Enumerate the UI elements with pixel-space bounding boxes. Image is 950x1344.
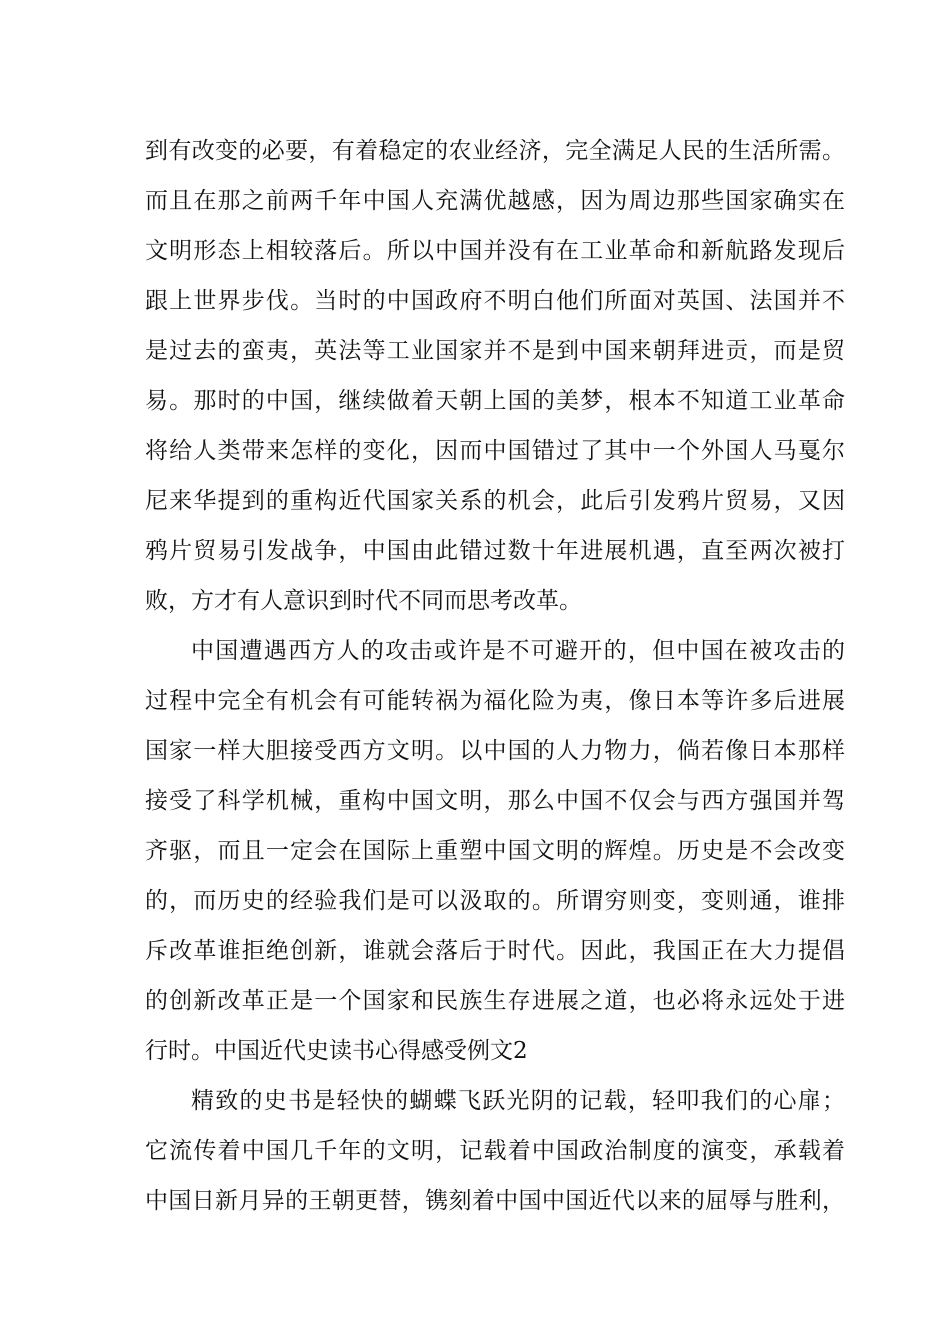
text-line: 的，而历史的经验我们是可以汲取的。所谓穷则变，变则通，谁排 xyxy=(145,888,845,914)
text-line: 它流传着中国几千年的文明，记载着中国政治制度的演变，承载着 xyxy=(145,1138,845,1164)
text-line: 而且在那之前两千年中国人充满优越感，因为周边那些国家确实在 xyxy=(145,188,845,214)
text-line: 斥改革谁拒绝创新，谁就会落后于时代。因此，我国正在大力提倡 xyxy=(145,938,845,964)
paragraph-first-line: 中国遭遇西方人的攻击或许是不可避开的，但中国在被攻击的 xyxy=(191,638,845,664)
text-line: 易。那时的中国，继续做着天朝上国的美梦，根本不知道工业革命 xyxy=(145,388,845,414)
paragraph-first-line: 精致的史书是轻快的蝴蝶飞跃光阴的记载，轻叩我们的心扉； xyxy=(191,1088,845,1114)
text-line: 齐驱，而且一定会在国际上重塑中国文明的辉煌。历史是不会改变 xyxy=(145,838,845,864)
text-line: 将给人类带来怎样的变化，因而中国错过了其中一个外国人马戛尔 xyxy=(145,438,845,464)
text-line: 的创新改革正是一个国家和民族生存进展之道，也必将永远处于进 xyxy=(145,988,845,1014)
body-text xyxy=(145,126,845,1226)
text-line: 到有改变的必要，有着稳定的农业经济，完全满足人民的生活所需。 xyxy=(145,138,845,164)
text-line: 行时。中国近代史读书心得感受例文2 xyxy=(145,1038,528,1064)
text-line: 接受了科学机械，重构中国文明，那么中国不仅会与西方强国并驾 xyxy=(145,788,845,814)
text-line: 尼来华提到的重构近代国家关系的机会，此后引发鸦片贸易，又因 xyxy=(145,488,845,514)
text-line: 跟上世界步伐。当时的中国政府不明白他们所面对英国、法国并不 xyxy=(145,288,845,314)
text-line: 鸦片贸易引发战争，中国由此错过数十年进展机遇，直至两次被打 xyxy=(145,538,845,564)
text-line: 是过去的蛮夷，英法等工业国家并不是到中国来朝拜进贡，而是贸 xyxy=(145,338,845,364)
text-line: 文明形态上相较落后。所以中国并没有在工业革命和新航路发现后 xyxy=(145,238,845,264)
text-line: 中国日新月异的王朝更替，镌刻着中国中国近代以来的屈辱与胜利， xyxy=(145,1188,845,1214)
text-line: 国家一样大胆接受西方文明。以中国的人力物力，倘若像日本那样 xyxy=(145,738,845,764)
text-line: 败，方才有人意识到时代不同而思考改革。 xyxy=(145,588,582,614)
text-line: 过程中完全有机会有可能转祸为福化险为夷，像日本等许多后进展 xyxy=(145,688,845,714)
